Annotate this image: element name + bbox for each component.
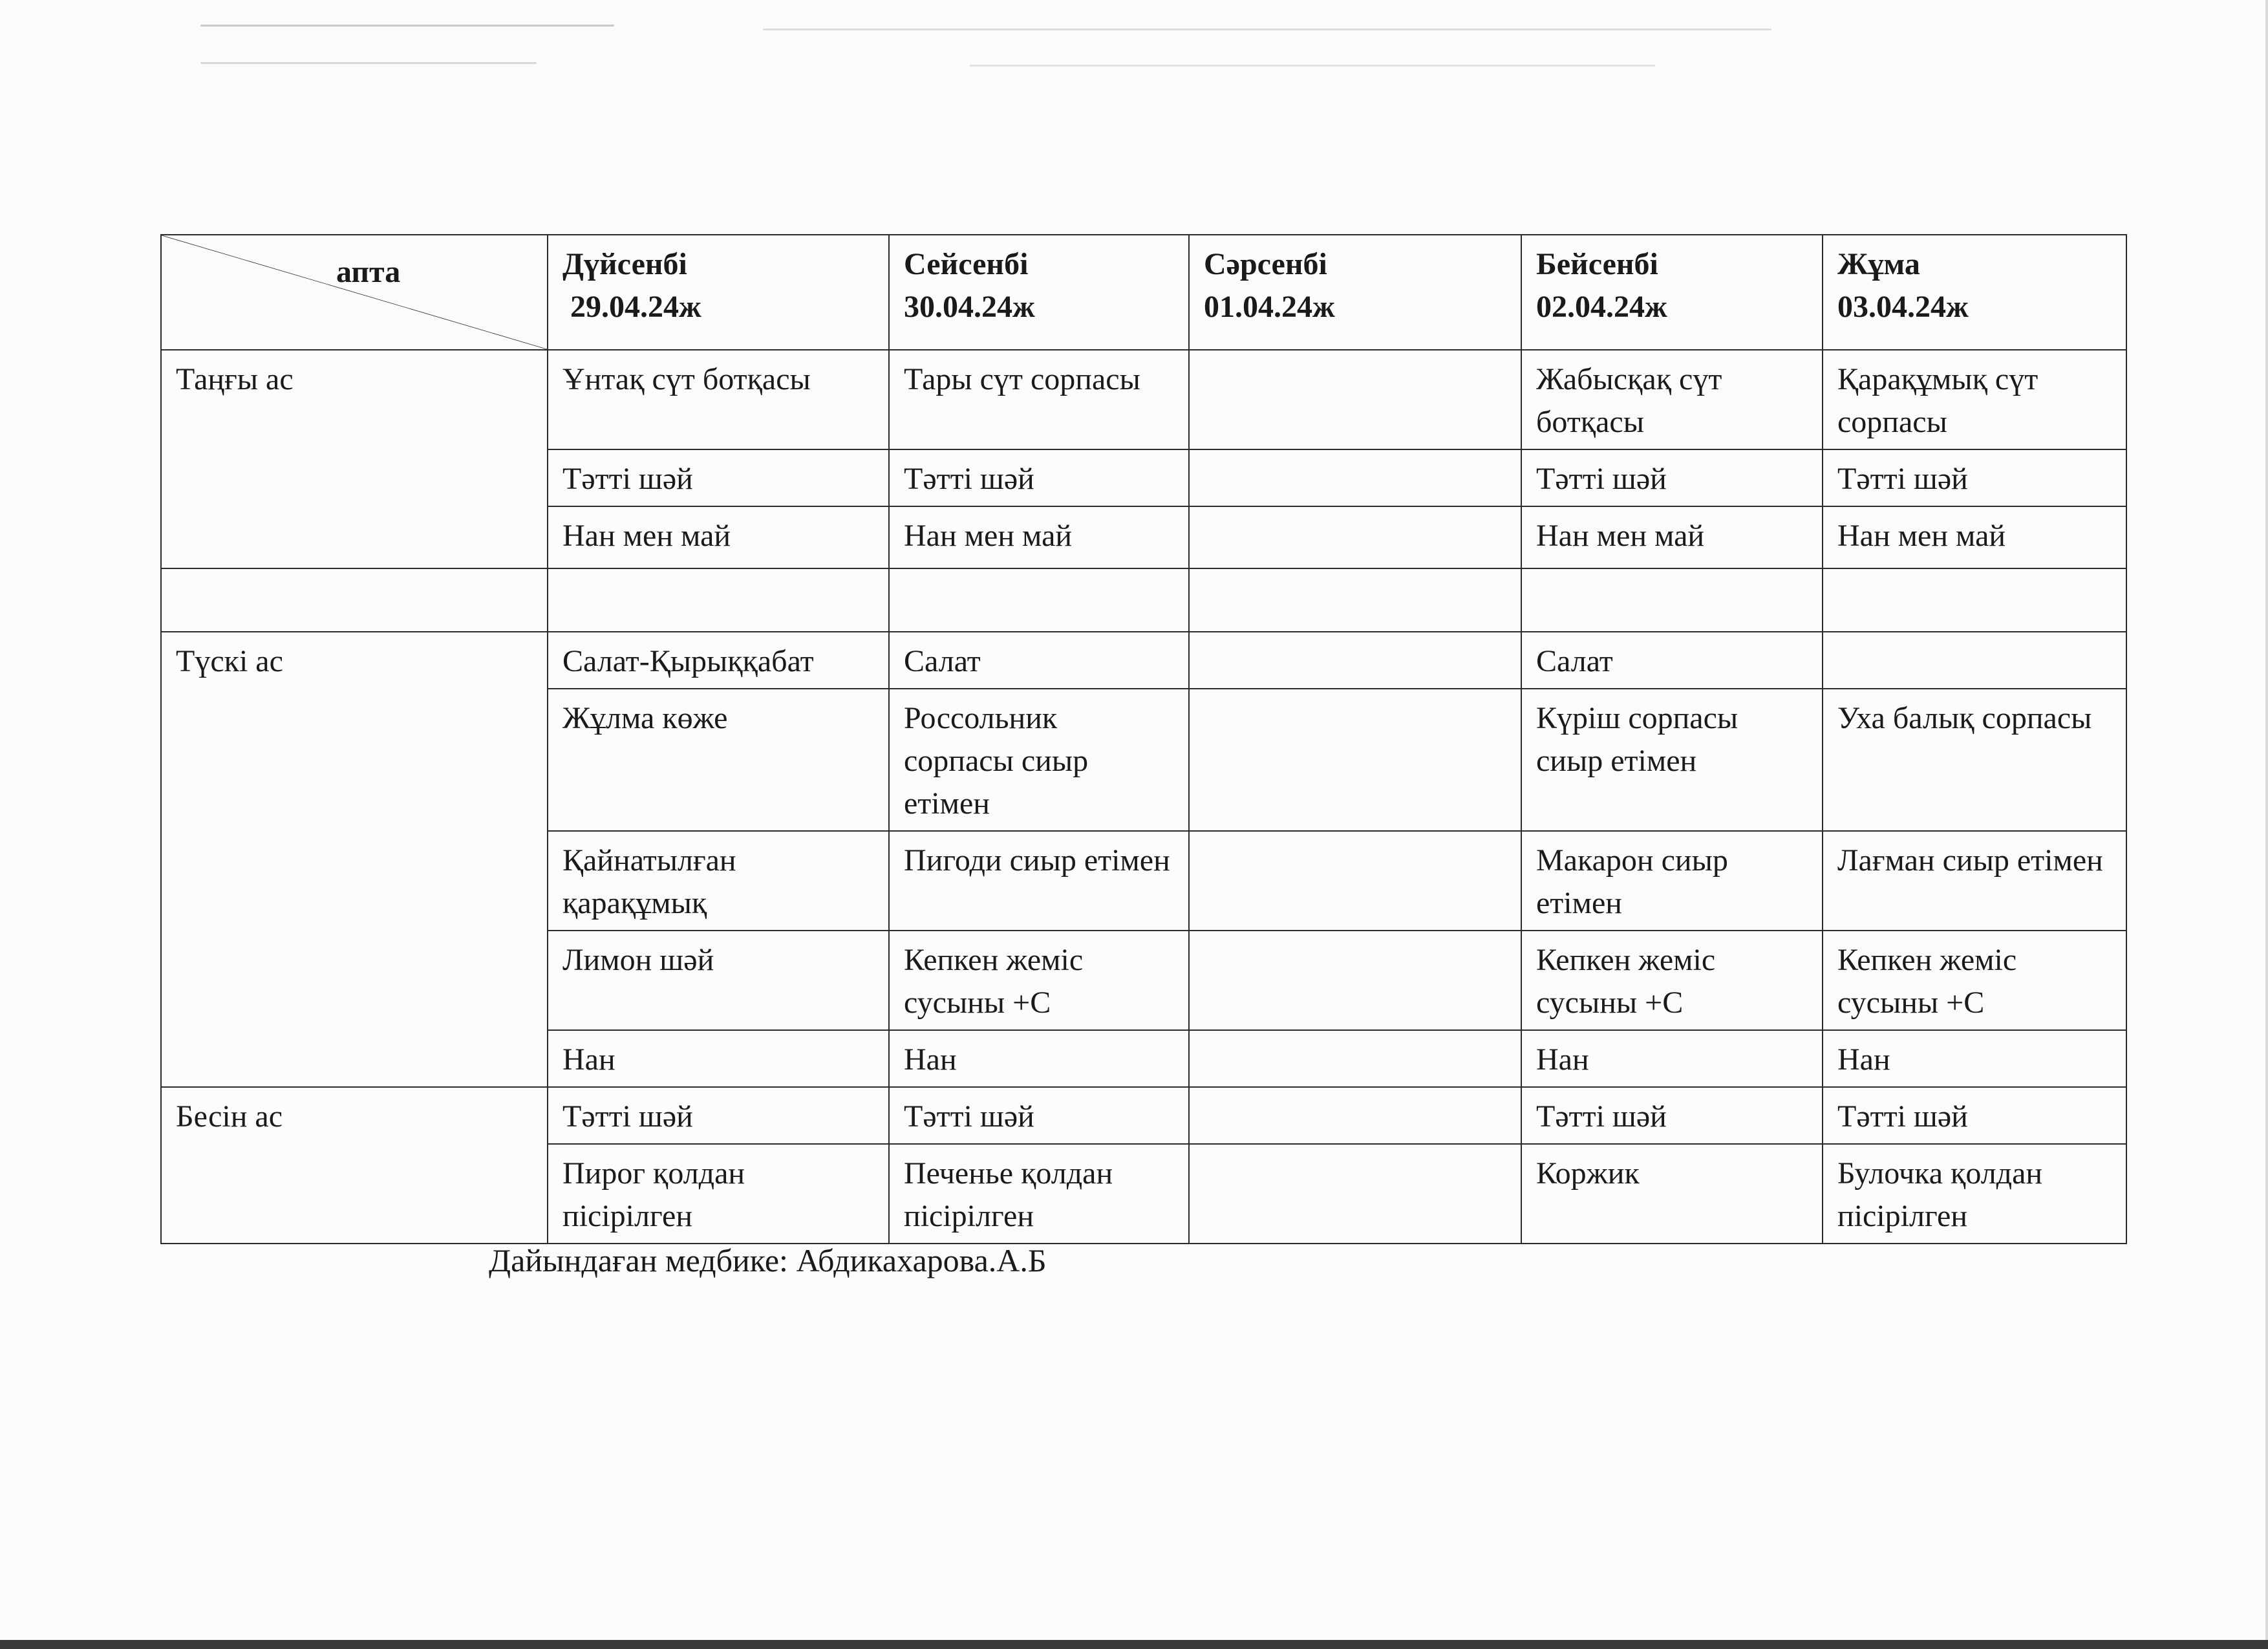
menu-cell: Салат (1521, 632, 1823, 689)
menu-cell: Ұнтақ сүт ботқасы (548, 350, 889, 449)
menu-cell: Тары сүт сорпасы (889, 350, 1189, 449)
menu-cell: Кепкен жеміс сусыны +С (1521, 931, 1823, 1030)
menu-cell (1189, 831, 1521, 931)
day-header-monday (548, 235, 889, 350)
day-name: Жұма (1837, 247, 1920, 281)
menu-cell (1189, 689, 1521, 831)
day-header-thursday (1521, 235, 1823, 350)
menu-cell: Нан мен май (889, 506, 1189, 568)
menu-cell (1189, 449, 1521, 506)
table-row (161, 1087, 2126, 1144)
empty-cell (161, 568, 548, 632)
day-name: Бейсенбі (1536, 247, 1658, 281)
table-row (161, 350, 2126, 449)
menu-cell: Жұлма көже (548, 689, 889, 831)
menu-cell: Тәтті шәй (1823, 1087, 2126, 1144)
menu-cell: Салат (889, 632, 1189, 689)
menu-cell: Тәтті шәй (1823, 449, 2126, 506)
menu-cell (1823, 632, 2126, 689)
menu-cell: Булочка қолдан пісірілген (1823, 1144, 2126, 1244)
menu-cell: Лимон шәй (548, 931, 889, 1030)
menu-cell: Тәтті шәй (889, 1087, 1189, 1144)
menu-cell (1189, 632, 1521, 689)
scan-artifact (200, 25, 614, 27)
menu-cell: Тәтті шәй (548, 1087, 889, 1144)
scan-edge-bottom (0, 1640, 2268, 1649)
menu-cell: Нан мен май (548, 506, 889, 568)
day-date: 03.04.24ж (1837, 290, 1969, 324)
menu-cell: Күріш сорпасы сиыр етімен (1521, 689, 1823, 831)
menu-cell (1189, 1030, 1521, 1087)
empty-cell (548, 568, 889, 632)
day-header-wednesday (1189, 235, 1521, 350)
empty-cell (889, 568, 1189, 632)
separator-row (161, 568, 2126, 632)
day-name: Сейсенбі (904, 247, 1029, 281)
menu-cell: Нан (889, 1030, 1189, 1087)
day-header-friday (1823, 235, 2126, 350)
menu-cell: Тәтті шәй (1521, 449, 1823, 506)
table-row (161, 632, 2126, 689)
empty-cell (1823, 568, 2126, 632)
empty-cell (1189, 568, 1521, 632)
header-row (161, 235, 2126, 350)
menu-cell: Нан мен май (1521, 506, 1823, 568)
menu-cell: Тәтті шәй (548, 449, 889, 506)
menu-cell: Макарон сиыр етімен (1521, 831, 1823, 931)
menu-cell: Пигоди сиыр етімен (889, 831, 1189, 931)
scan-artifact (763, 28, 1771, 30)
menu-cell: Кепкен жеміс сусыны +С (889, 931, 1189, 1030)
menu-cell: Нан (548, 1030, 889, 1087)
menu-cell: Кепкен жеміс сусыны +С (1823, 931, 2126, 1030)
meal-label-breakfast: Таңғы ас (161, 350, 548, 568)
day-date: 02.04.24ж (1536, 290, 1667, 324)
menu-cell: Пирог қолдан пісірілген (548, 1144, 889, 1244)
menu-cell (1189, 1087, 1521, 1144)
weekly-menu-table (160, 234, 2127, 1244)
day-name: Сәрсенбі (1204, 247, 1327, 281)
day-date: 01.04.24ж (1204, 290, 1335, 324)
menu-cell (1189, 506, 1521, 568)
menu-cell: Қайнатылған қарақұмық (548, 831, 889, 931)
menu-cell: Лағман сиыр етімен (1823, 831, 2126, 931)
day-date: 29.04.24ж (570, 290, 701, 324)
scan-edge-right (2265, 0, 2268, 1649)
empty-cell (1521, 568, 1823, 632)
menu-cell: Жабысқақ сүт ботқасы (1521, 350, 1823, 449)
menu-cell: Коржик (1521, 1144, 1823, 1244)
week-label: апта (336, 255, 401, 289)
menu-cell: Тәтті шәй (1521, 1087, 1823, 1144)
menu-cell: Печенье қолдан пісірілген (889, 1144, 1189, 1244)
day-date: 30.04.24ж (904, 290, 1035, 324)
corner-cell (161, 235, 548, 350)
menu-cell: Россольник сорпасы сиыр етімен (889, 689, 1189, 831)
menu-cell: Нан (1823, 1030, 2126, 1087)
day-name: Дүйсенбі (562, 247, 687, 281)
menu-cell: Қарақұмық сүт сорпасы (1823, 350, 2126, 449)
menu-cell: Нан мен май (1823, 506, 2126, 568)
meal-label-lunch: Түскі ас (161, 632, 548, 1087)
menu-cell (1189, 350, 1521, 449)
menu-cell: Тәтті шәй (889, 449, 1189, 506)
menu-cell (1189, 1144, 1521, 1244)
menu-cell: Салат-Қырыққабат (548, 632, 889, 689)
scan-artifact (200, 62, 537, 64)
prepared-by-signature: Дайындаған медбике: Абдикахарова.А.Б (489, 1242, 1047, 1278)
menu-cell: Нан (1521, 1030, 1823, 1087)
scan-artifact (970, 65, 1655, 67)
meal-label-snack: Бесін ас (161, 1087, 548, 1244)
menu-cell: Уха балық сорпасы (1823, 689, 2126, 831)
menu-cell (1189, 931, 1521, 1030)
day-header-tuesday (889, 235, 1189, 350)
